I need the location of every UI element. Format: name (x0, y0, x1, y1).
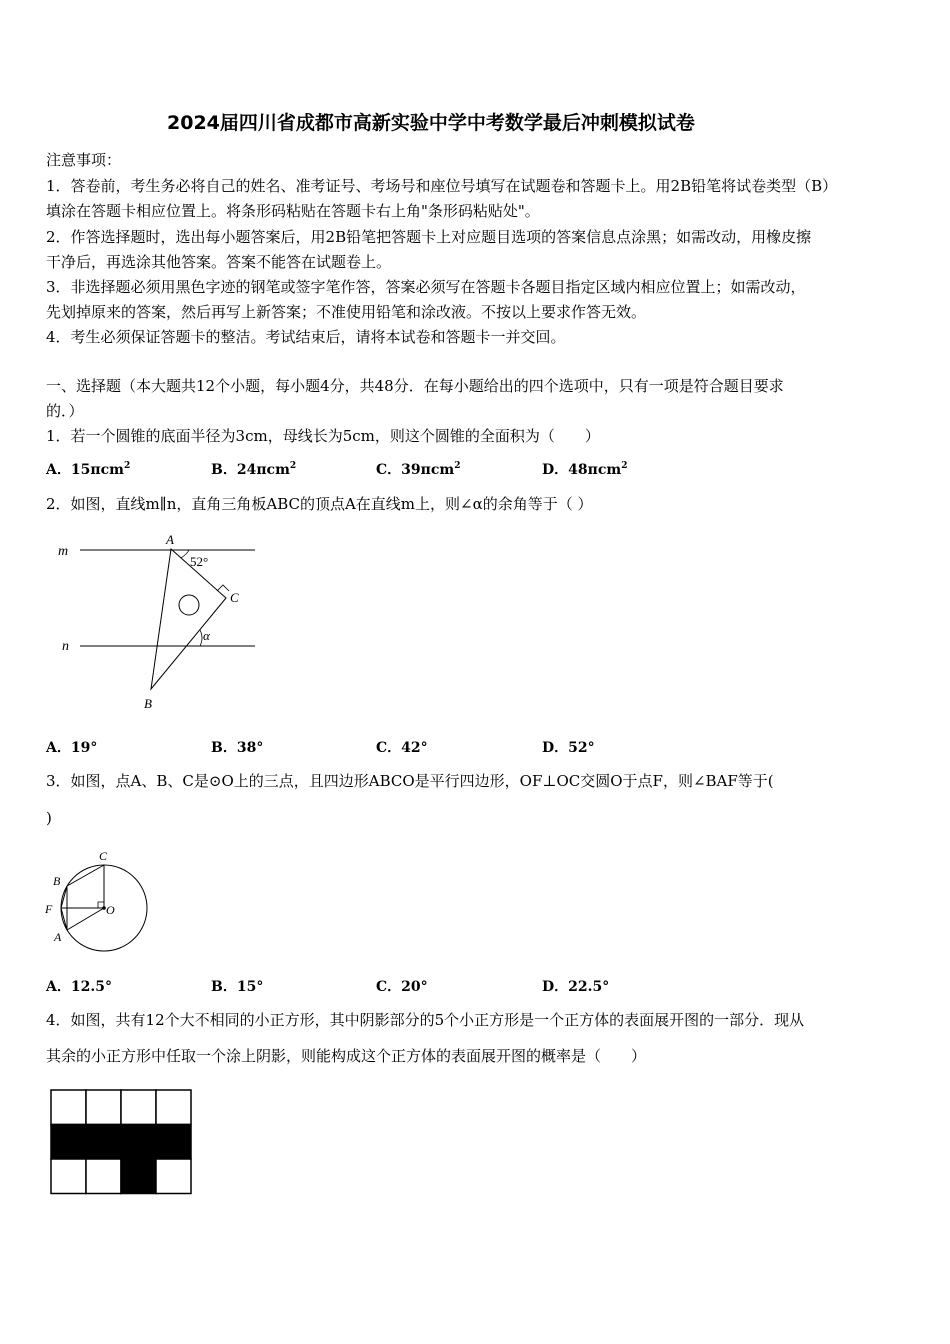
label-c: C (99, 849, 108, 863)
notes-line: 3．非选择题必须用黑色字迹的钢笔或签字笔作答，答案必须写在答题卡各题目指定区域内相应位置上；如需改动， (46, 278, 806, 296)
angle-52-arc (181, 550, 189, 558)
question-3-figure (42, 848, 162, 958)
segment-ao (67, 908, 104, 930)
grid-cell (86, 1159, 121, 1194)
q2-option-c[interactable]: C．42° (376, 740, 428, 756)
grid-cell (121, 1090, 156, 1125)
label-n: n (62, 639, 69, 654)
q2-option-d[interactable]: D．52° (542, 740, 595, 756)
grid-cell (51, 1090, 86, 1125)
page-title: 2024届四川省成都市高新实验中学中考数学最后冲刺模拟试卷 (167, 112, 695, 134)
notes-line: 填涂在答题卡相应位置上。将条形码粘贴在答题卡右上角"条形码粘贴处"。 (46, 202, 540, 220)
label-a: A (166, 532, 174, 547)
notes-line: 4．考生必须保证答题卡的整洁。考试结束后，请将本试卷和答题卡一并交回。 (46, 328, 566, 346)
right-angle-mark (217, 585, 229, 591)
notes-line: 先划掉原来的答案，然后再写上新答案；不准使用铅笔和涂改液。不按以上要求作答无效。 (46, 303, 647, 321)
label-f: F (45, 902, 53, 916)
grid-cell-shaded (121, 1125, 156, 1160)
grid-cell-shaded (51, 1125, 86, 1160)
q3-option-c[interactable]: C．20° (376, 979, 428, 995)
question-2-stem: 2．如图，直线m∥n，直角三角板ABC的顶点A在直线m上，则∠α的余角等于（ ） (46, 495, 593, 513)
q3-option-a[interactable]: A．12.5° (46, 979, 112, 995)
segment-bf (61, 886, 67, 908)
label-a: A (54, 930, 62, 944)
q1-option-b[interactable] (211, 459, 296, 479)
grid-cell (51, 1159, 86, 1194)
grid-cell-shaded (86, 1125, 121, 1160)
notes-heading: 注意事项： (46, 151, 122, 169)
question-3-stem: 3．如图，点A、B、C是⊙O上的三点，且四边形ABCO是平行四边形，OF⊥OC交圆O于点F，则∠BAF等于( (46, 772, 774, 790)
grid-cell (156, 1090, 191, 1125)
option-label: B．24πcm (211, 462, 290, 478)
option-label: D．48πcm (542, 462, 622, 478)
angle-alpha-arc (200, 630, 202, 646)
grid-cell (86, 1090, 121, 1125)
grid-cell-shaded (156, 1125, 191, 1160)
label-c: C (230, 590, 239, 605)
question-1-stem: 1．若一个圆锥的底面半径为3cm，母线长为5cm，则这个圆锥的全面积为（ ） (46, 427, 600, 445)
option-label: C．39πcm (376, 462, 455, 478)
label-o: O (106, 903, 115, 917)
option-sup: 2 (621, 461, 628, 471)
triangle-abc (151, 549, 226, 689)
q2-option-b[interactable]: B．38° (211, 740, 264, 756)
label-b: B (53, 874, 61, 888)
question-4-stem-cont: 其余的小正方形中任取一个涂上阴影，则能构成这个正方体的表面展开图的概率是（ ） (46, 1047, 647, 1065)
label-alpha: α (203, 628, 210, 643)
q1-option-a[interactable] (46, 459, 130, 479)
option-sup: 2 (454, 461, 461, 471)
q1-option-c[interactable] (376, 459, 460, 479)
q2-option-a[interactable]: A．19° (46, 740, 98, 756)
question-3-stem-cont: ) (46, 809, 52, 827)
question-4-grid-figure (50, 1089, 192, 1197)
triangle-hole (179, 595, 199, 615)
segment-cb (67, 865, 104, 886)
grid-cell-shaded (121, 1159, 156, 1194)
option-sup: 2 (289, 461, 297, 471)
grid-cell (156, 1159, 191, 1194)
question-4-stem: 4．如图，共有12个大不相同的小正方形，其中阴影部分的5个小正方形是一个正方体的表面展开图的一部分．现从 (46, 1011, 805, 1029)
q3-option-d[interactable]: D．22.5° (542, 979, 610, 995)
label-52deg: 52° (190, 554, 209, 569)
question-2-figure (50, 530, 290, 720)
section-heading-cont: 的．） (46, 402, 84, 420)
label-b: B (144, 696, 152, 711)
notes-line: 1．答卷前，考生务必将自己的姓名、准考证号、考场号和座位号填写在试题卷和答题卡上。用2B铅笔将试卷类型（B） (46, 177, 838, 195)
label-m: m (58, 544, 69, 559)
section-heading: 一、选择题（本大题共12个小题，每小题4分，共48分．在每小题给出的四个选项中，只有一项是符合题目要求 (46, 377, 784, 395)
q3-option-b[interactable]: B．15° (211, 979, 264, 995)
option-sup: 2 (123, 461, 131, 471)
notes-line: 2．作答选择题时，选出每小题答案后，用2B铅笔把答题卡上对应题目选项的答案信息点涂黑；如需改动，用橡皮擦 (46, 228, 812, 246)
q1-option-d[interactable] (542, 459, 627, 479)
segment-af (61, 908, 67, 930)
option-label: A．15πcm (46, 462, 124, 478)
notes-line: 干净后，再选涂其他答案。答案不能答在试题卷上。 (46, 253, 392, 271)
